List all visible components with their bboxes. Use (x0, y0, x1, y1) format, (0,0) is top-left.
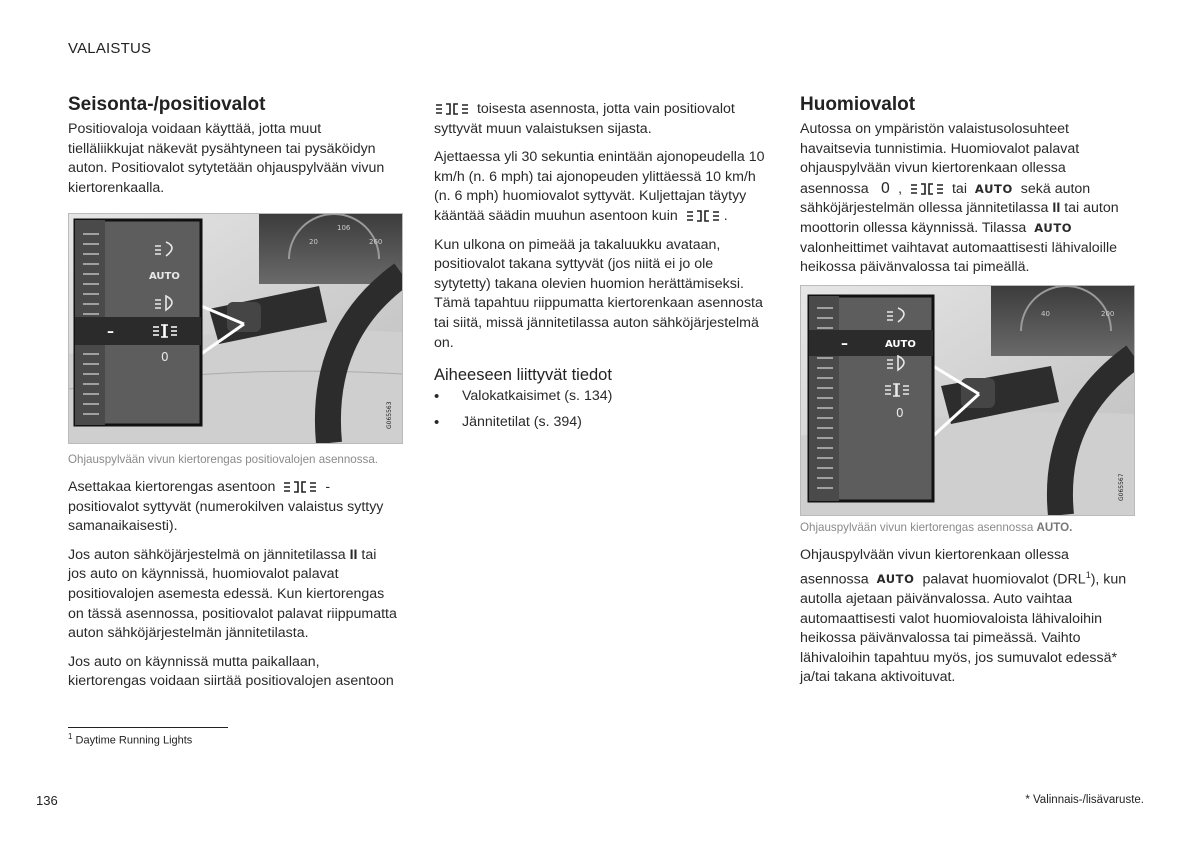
auto-symbol: AUTO (974, 181, 1013, 196)
caption-text: Ohjauspylvään vivun kiertorengas asennossa (800, 521, 1034, 534)
auto-symbol: AUTO (876, 572, 915, 587)
voltage-mode-ii: II (349, 546, 358, 563)
intro-paragraph: Positiovaloja voidaan käyttää, jotta muut tielläliikkujat näkevät pysähtyneen tai pysäköidyn auton. Positiovalot sytytetään ohjauspylvään vivun kiertorenkaalla. (68, 121, 385, 196)
dial-marker: – (107, 324, 114, 340)
related-link[interactable]: • Jännitetilat (s. 394) (434, 413, 769, 433)
lever-photo-auto (800, 285, 1135, 516)
right-column (800, 94, 1135, 287)
lever-illustration (801, 286, 1134, 515)
dial-label-zero: 0 (161, 350, 169, 364)
paragraph-set-position (68, 478, 398, 537)
image-code: G065567 (1118, 473, 1125, 501)
footnote-divider (68, 727, 228, 728)
left-column (68, 94, 398, 207)
lever-photo-position (68, 213, 403, 444)
p2-text-a: Jos auton sähköjärjestelmä on jännitetilassa (68, 546, 346, 563)
position-light-icon (434, 102, 470, 116)
right-p1-text-a: Autossa on ympäristön valaistusolosuhteet havaitsevia tunnistimia. Huomiovalot palavat ohjauspylvään vivun kiertorenkaan ollessa asennossa (800, 121, 1080, 197)
middle-p1-text: toisesta asennosta, jotta vain positiovalot syttyvät muun valaistuksen sijasta. (434, 101, 735, 137)
dial-marker: – (841, 336, 848, 352)
gauge-label: 40 (1041, 310, 1050, 318)
dial-label-auto: AUTO (885, 339, 916, 350)
right-p1-text-c: tai auton moottorin ollessa käynnissä. Tilassa (800, 200, 1119, 236)
p1-text-a: Asettakaa kiertorengas asentoon (68, 479, 276, 495)
gauge-label: 106 (337, 224, 351, 232)
p1-text-b: - positiovalot syttyvät (numerokilven valaistus syttyy samanaikaisesti). (68, 479, 384, 535)
right-paragraph-1 (800, 120, 1135, 278)
dial-label-zero: 0 (896, 406, 904, 420)
related-link[interactable]: • Valokatkaisimet (s. 134) (434, 387, 769, 407)
position-light-icon (909, 182, 945, 196)
right-p1-tai: tai (951, 180, 967, 197)
right-p2-text-a: Ohjauspylvään vivun kiertorenkaan ollessa asennossa (800, 547, 1069, 588)
middle-p2-text-b: . (723, 207, 728, 224)
gauge-label: 200 (1101, 310, 1115, 318)
lever-illustration (69, 214, 402, 443)
paragraph-voltage-mode (68, 546, 398, 644)
middle-paragraph-2 (434, 148, 769, 226)
page-number: 136 (36, 793, 58, 808)
heading-daytime-lights: Huomiovalot (800, 94, 916, 115)
footnote-text: Daytime Running Lights (75, 734, 193, 747)
right-p1-text-d: valonheittimet vaihtavat automaattisesti lähivaloille heikossa päivänvalossa tai pimeällä. (800, 239, 1118, 276)
position-light-icon (282, 480, 318, 494)
p2-text-b: tai jos auto on käynnissä, huomiovalot palavat positiovalojen asemesta edessä. Kun kiertorengas on tässä asennossa, positiovalot palavat riippumatta auton sähköjärjestelmän jännitetilasta. (68, 546, 397, 642)
auto-symbol: AUTO (1034, 220, 1073, 235)
position-light-icon (685, 209, 721, 223)
image-caption-left: Ohjauspylvään vivun kiertorengas positiovalojen asennossa. (68, 453, 378, 466)
paragraph-running-still: Jos auto on käynnissä mutta paikallaan, kiertorengas voidaan siirtää positiovalojen asentoon (68, 653, 394, 690)
heading-position-lights: Seisonta-/positiovalot (68, 94, 266, 115)
zero-position-symbol: 0 (880, 178, 891, 197)
middle-paragraph-1 (434, 100, 769, 139)
right-column-lower (800, 512, 1135, 697)
gauge-label: 20 (309, 238, 318, 246)
image-caption-right (800, 520, 1135, 536)
left-column-lower (68, 444, 398, 701)
comma: , (898, 180, 903, 197)
right-p2-text-c: ), kun autolla ajetaan päivänvalossa. Auto vaihtaa automaattisesti valot huomiovaloista lähivaloihin heikossa päivänvalossa tai pimeässä. Vaihto lähivaloihin tapahtuu myös, jos sumuvalot edessä* ja/tai takana aktivoituvat. (800, 571, 1127, 686)
image-code: G065563 (386, 401, 393, 429)
middle-column (434, 100, 769, 438)
middle-p2-text-a: Ajettaessa yli 30 sekuntia enintään ajonopeudella 10 km/h (n. 6 mph) tai ajonopeuden ylittäessä 10 km/h (n. 6 mph) huomiovalot syttyvät. Kuljettajan täytyy kääntää säädin muuhun asentoon kuin (434, 149, 765, 224)
section-title: VALAISTUS (68, 40, 152, 57)
caption-auto: AUTO. (1036, 521, 1073, 534)
right-p2-text-b: palavat huomiovalot (DRL (922, 571, 1086, 588)
related-links-list (434, 387, 769, 432)
optional-equipment-note: * Valinnais-/lisävaruste. (1025, 794, 1144, 806)
right-paragraph-2 (800, 546, 1135, 688)
related-info-heading: Aiheeseen liittyvät tiedot (434, 366, 612, 385)
footnote-ref[interactable]: 1 (1085, 569, 1091, 580)
gauge-label: 260 (369, 238, 383, 246)
right-p1-text-b: sekä auton sähköjärjestelmän ollessa jännitetilassa (800, 180, 1091, 217)
dial-label-auto: AUTO (149, 271, 180, 282)
voltage-mode-ii: II (1052, 200, 1061, 217)
footnote (68, 732, 192, 747)
footnote-mark: 1 (68, 732, 73, 741)
middle-paragraph-3: Kun ulkona on pimeää ja takaluukku avataan, positiovalot takana syttyvät (jos niitä ei jo ole sytytetty) takana olevien huomion herättämiseksi. Tämä tapahtuu riippumatta kiertorenkaan asennosta tai siitä, missä jännitetilassa auton sähköjärjestelmä on. (434, 236, 763, 351)
